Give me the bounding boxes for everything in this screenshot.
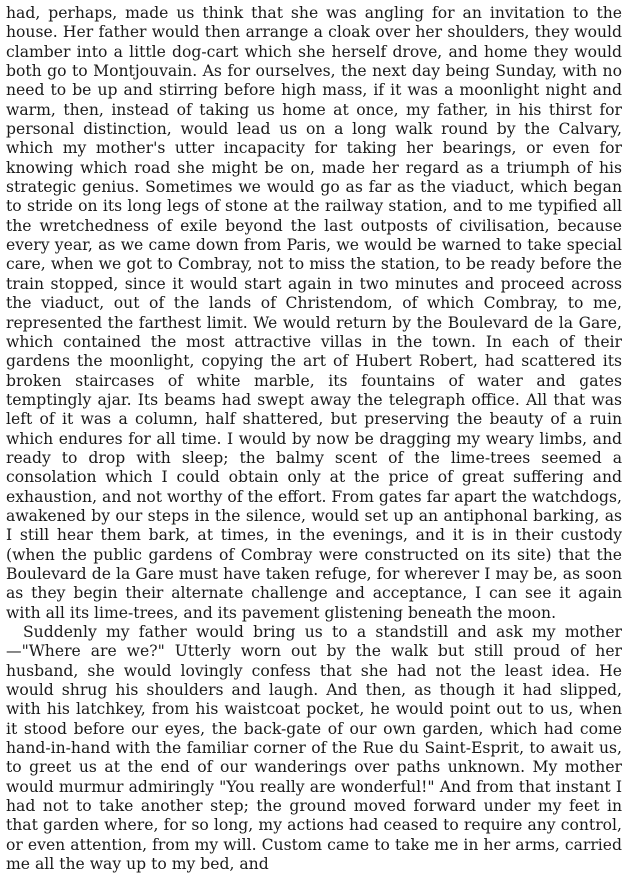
paragraph-return-home: Suddenly my father would bring us to a standstill and ask my mother—"Where are we?" Utterly worn out by the walk but still proud of her husband, she would lovingly confess that she had not the least idea. He would shrug his shoulders and laugh. And then, as though it had slipped, with his latchkey, from his waistcoat pocket, he would point out to us, when it stood before our eyes, the back-gate of our own garden, which had come hand-in-hand with the familiar corner of the Rue du Saint-Esprit, to await us, to greet us at the end of our wanderings over paths unknown. My mother would murmur admiringly "You really are wonderful!" And from that instant I had not to take another step; the ground moved forward under my feet in that garden where, for so long, my actions had ceased to require any control, or even attention, from my will. Custom came to take me in her arms, carried me all the way up to my bed, and xyxy=(6,623,622,874)
paragraph-evening-walk: had, perhaps, made us think that she was angling for an invitation to the house. Her father would then arrange a cloak over her shoulders, they would clamber into a little dog-cart which she herself drove, and home they would both go to Montjouvain. As for ourselves, the next day being Sunday, with no need to be up and stirring before high mass, if it was a moonlight night and warm, then, instead of taking us home at once, my father, in his thirst for personal distinction, would lead us on a long walk round by the Calvary, which my mother's utter incapacity for taking her bearings, or even for knowing which road she might be on, made her regard as a triumph of his strategic genius. Sometimes we would go as far as the viaduct, which began to stride on its long legs of stone at the railway station, and to me typified all the wretchedness of exile beyond the last outposts of civilisation, because every year, as we came down from Paris, we would be warned to take special care, when we got to Combray, not to miss the station, to be ready before the train stopped, since it would start again in two minutes and proceed across the viaduct, out of the lands of Christendom, of which Combray, to me, represented the farthest limit. We would return by the Boulevard de la Gare, which contained the most attractive villas in the town. In each of their gardens the moonlight, copying the art of Hubert Robert, had scattered its broken staircases of white marble, its fountains of water and gates temptingly ajar. Its beams had swept away the telegraph office. All that was left of it was a column, half shattered, but preserving the beauty of a ruin which endures for all time. I would by now be dragging my weary limbs, and ready to drop with sleep; the balmy scent of the lime-trees seemed a consolation which I could obtain only at the price of great suffering and exhaustion, and not worthy of the effort. From gates far apart the watchdogs, awakened by our steps in the silence, would set up an antiphonal barking, as I still hear them bark, at times, in the evenings, and it is in their custody (when the public gardens of Combray were constructed on its site) that the Boulevard de la Gare must have taken refuge, for wherever I may be, as soon as they begin their alternate challenge and acceptance, I can see it again with all its lime-trees, and its pavement glistening beneath the moon. xyxy=(6,4,622,622)
